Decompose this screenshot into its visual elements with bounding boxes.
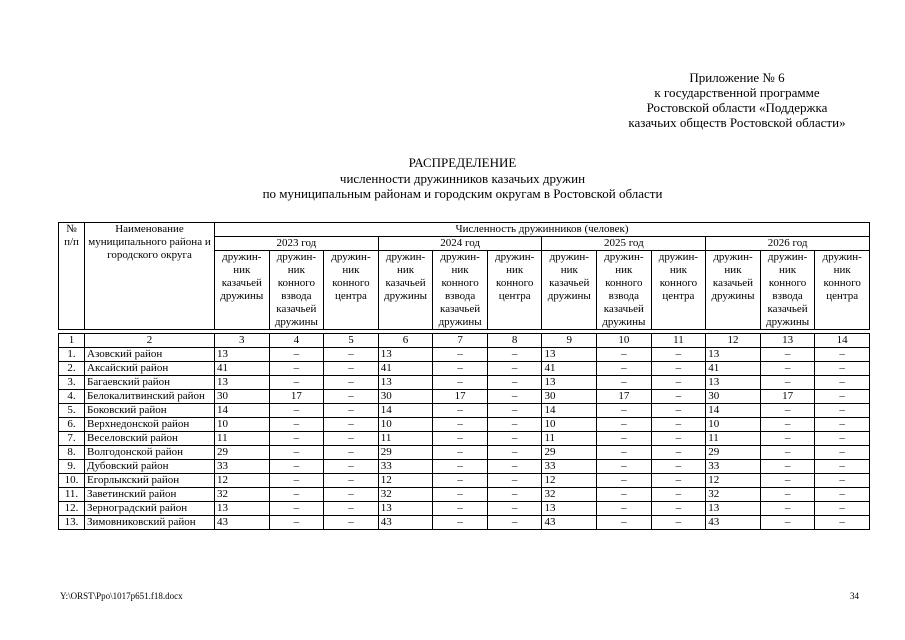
cell-value: 33 — [542, 460, 597, 474]
cell-value: – — [651, 446, 706, 460]
document-title — [60, 155, 865, 202]
column-number: 11 — [651, 334, 706, 348]
title-line: РАСПРЕДЕЛЕНИЕ — [408, 155, 517, 170]
cell-value: – — [597, 488, 652, 502]
cell-value: – — [487, 418, 542, 432]
cell-value: – — [597, 474, 652, 488]
row-number: 1. — [59, 348, 85, 362]
district-name: Азовский район — [85, 348, 215, 362]
row-number: 12. — [59, 502, 85, 516]
cell-value: – — [324, 348, 379, 362]
subcol-header: дружин-ник конного центра — [815, 251, 870, 330]
cell-value: – — [487, 362, 542, 376]
cell-value: – — [760, 516, 815, 530]
cell-value: 13 — [542, 348, 597, 362]
title-line: по муниципальным районам и городским округам в Ростовской области — [262, 186, 663, 201]
cell-value: 29 — [215, 446, 270, 460]
cell-value: – — [324, 404, 379, 418]
cell-value: – — [487, 432, 542, 446]
cell-value: – — [433, 488, 488, 502]
cell-value: – — [269, 488, 324, 502]
row-number: 4. — [59, 390, 85, 404]
appendix-line: Ростовской области «Поддержка — [646, 100, 828, 115]
year-header: 2024 год — [378, 237, 542, 251]
row-number: 11. — [59, 488, 85, 502]
cell-value: 43 — [378, 516, 433, 530]
year-header: 2025 год — [542, 237, 706, 251]
district-name: Веселовский район — [85, 432, 215, 446]
subcol-header: дружин-ник казачьей дружины — [706, 251, 761, 330]
cell-value: 13 — [706, 376, 761, 390]
cell-value: – — [815, 348, 870, 362]
cell-value: 11 — [215, 432, 270, 446]
cell-value: 33 — [378, 460, 433, 474]
cell-value: – — [269, 404, 324, 418]
cell-value: – — [487, 474, 542, 488]
cell-value: – — [597, 460, 652, 474]
cell-value: – — [651, 460, 706, 474]
table-row — [59, 390, 870, 404]
cell-value: – — [433, 474, 488, 488]
page-number: 34 — [850, 591, 859, 601]
cell-value: – — [487, 348, 542, 362]
cell-value: – — [487, 446, 542, 460]
cell-value: – — [760, 404, 815, 418]
cell-value: – — [651, 502, 706, 516]
cell-value: 13 — [215, 502, 270, 516]
cell-value: 13 — [542, 376, 597, 390]
file-path: Y:\ORST\Ppo\1017p651.f18.docx — [60, 591, 183, 601]
appendix-block — [600, 70, 874, 130]
subcol-header: дружин-ник казачьей дружины — [215, 251, 270, 330]
cell-value: – — [815, 474, 870, 488]
cell-value: 30 — [706, 390, 761, 404]
cell-value: 13 — [542, 502, 597, 516]
cell-value: – — [651, 362, 706, 376]
cell-value: – — [760, 348, 815, 362]
cell-value: – — [815, 488, 870, 502]
cell-value: 10 — [378, 418, 433, 432]
cell-value: – — [487, 460, 542, 474]
column-number: 8 — [487, 334, 542, 348]
cell-value: – — [651, 404, 706, 418]
row-number: 3. — [59, 376, 85, 390]
cell-value: – — [651, 474, 706, 488]
table-row — [59, 432, 870, 446]
district-name: Зимовниковский район — [85, 516, 215, 530]
cell-value: 32 — [706, 488, 761, 502]
cell-value: – — [597, 362, 652, 376]
header-name: Наименование муниципального района и городского округа — [85, 223, 215, 330]
cell-value: – — [597, 348, 652, 362]
cell-value: 17 — [597, 390, 652, 404]
cell-value: – — [433, 502, 488, 516]
cell-value: – — [815, 362, 870, 376]
cell-value: – — [760, 418, 815, 432]
cell-value: – — [487, 376, 542, 390]
cell-value: – — [597, 432, 652, 446]
cell-value: 10 — [706, 418, 761, 432]
cell-value: – — [324, 474, 379, 488]
subcol-header: дружин-ник конного центра — [324, 251, 379, 330]
cell-value: – — [269, 502, 324, 516]
cell-value: 10 — [215, 418, 270, 432]
cell-value: – — [433, 418, 488, 432]
cell-value: 43 — [542, 516, 597, 530]
cell-value: 13 — [706, 348, 761, 362]
row-number: 6. — [59, 418, 85, 432]
column-number: 6 — [378, 334, 433, 348]
cell-value: – — [324, 460, 379, 474]
row-number: 2. — [59, 362, 85, 376]
cell-value: 11 — [378, 432, 433, 446]
cell-value: 30 — [542, 390, 597, 404]
table-row — [59, 348, 870, 362]
cell-value: – — [433, 348, 488, 362]
cell-value: – — [760, 446, 815, 460]
cell-value: – — [433, 362, 488, 376]
cell-value: 13 — [706, 502, 761, 516]
column-number: 13 — [760, 334, 815, 348]
column-number: 1 — [59, 334, 85, 348]
table-row — [59, 474, 870, 488]
column-number: 7 — [433, 334, 488, 348]
cell-value: – — [760, 376, 815, 390]
cell-value: 14 — [215, 404, 270, 418]
district-name: Боковский район — [85, 404, 215, 418]
cell-value: – — [324, 516, 379, 530]
row-number: 13. — [59, 516, 85, 530]
subcol-header: дружин-ник конного центра — [487, 251, 542, 330]
cell-value: 32 — [378, 488, 433, 502]
cell-value: – — [651, 390, 706, 404]
table-row — [59, 446, 870, 460]
cell-value: – — [651, 418, 706, 432]
column-number: 2 — [85, 334, 215, 348]
cell-value: 29 — [706, 446, 761, 460]
column-number: 4 — [269, 334, 324, 348]
cell-value: – — [487, 390, 542, 404]
cell-value: – — [269, 348, 324, 362]
cell-value: – — [815, 460, 870, 474]
subcol-header: дружин-ник казачьей дружины — [542, 251, 597, 330]
cell-value: – — [760, 432, 815, 446]
appendix-line: казачьих обществ Ростовской области» — [628, 115, 846, 130]
cell-value: – — [433, 460, 488, 474]
table-row — [59, 418, 870, 432]
cell-value: – — [760, 474, 815, 488]
district-name: Егорлыкский район — [85, 474, 215, 488]
cell-value: – — [433, 446, 488, 460]
cell-value: – — [433, 432, 488, 446]
cell-value: 12 — [706, 474, 761, 488]
cell-value: 30 — [378, 390, 433, 404]
distribution-table — [58, 222, 870, 530]
cell-value: – — [324, 376, 379, 390]
cell-value: – — [597, 446, 652, 460]
header-count: Численность дружинников (человек) — [215, 223, 870, 237]
cell-value: 17 — [269, 390, 324, 404]
cell-value: – — [597, 418, 652, 432]
cell-value: 14 — [378, 404, 433, 418]
column-number: 9 — [542, 334, 597, 348]
cell-value: – — [815, 502, 870, 516]
cell-value: – — [651, 376, 706, 390]
district-name: Верхнедонской район — [85, 418, 215, 432]
subcol-header: дружин-ник казачьей дружины — [378, 251, 433, 330]
cell-value: 29 — [378, 446, 433, 460]
appendix-line: к государственной программе — [654, 85, 820, 100]
column-number: 3 — [215, 334, 270, 348]
cell-value: – — [324, 418, 379, 432]
year-header: 2023 год — [215, 237, 379, 251]
cell-value: 12 — [215, 474, 270, 488]
cell-value: – — [487, 488, 542, 502]
cell-value: 13 — [378, 376, 433, 390]
cell-value: 12 — [542, 474, 597, 488]
subcol-header: дружин-ник конного взвода казачьей дружины — [269, 251, 324, 330]
column-number: 14 — [815, 334, 870, 348]
title-line: численности дружинников казачьих дружин — [339, 170, 586, 186]
cell-value: – — [815, 404, 870, 418]
cell-value: – — [324, 362, 379, 376]
cell-value: 11 — [706, 432, 761, 446]
table-row — [59, 404, 870, 418]
district-name: Заветинский район — [85, 488, 215, 502]
table-row — [59, 516, 870, 530]
row-number: 8. — [59, 446, 85, 460]
cell-value: – — [760, 460, 815, 474]
column-number: 5 — [324, 334, 379, 348]
district-name: Зерноградский район — [85, 502, 215, 516]
cell-value: – — [269, 432, 324, 446]
column-number: 10 — [597, 334, 652, 348]
cell-value: – — [324, 446, 379, 460]
district-name: Волгодонской район — [85, 446, 215, 460]
district-name: Белокалитвинский район — [85, 390, 215, 404]
cell-value: – — [651, 432, 706, 446]
table-row — [59, 502, 870, 516]
cell-value: – — [487, 502, 542, 516]
subcol-header: дружин-ник конного взвода казачьей дружины — [760, 251, 815, 330]
cell-value: – — [269, 362, 324, 376]
cell-value: 32 — [542, 488, 597, 502]
cell-value: – — [597, 376, 652, 390]
cell-value: – — [487, 516, 542, 530]
cell-value: – — [269, 460, 324, 474]
table-row — [59, 460, 870, 474]
cell-value: 13 — [215, 348, 270, 362]
cell-value: 14 — [542, 404, 597, 418]
district-name: Багаевский район — [85, 376, 215, 390]
cell-value: – — [269, 516, 324, 530]
district-name: Аксайский район — [85, 362, 215, 376]
cell-value: 17 — [433, 390, 488, 404]
cell-value: 13 — [378, 502, 433, 516]
cell-value: – — [651, 348, 706, 362]
cell-value: – — [651, 488, 706, 502]
cell-value: – — [597, 404, 652, 418]
cell-value: – — [815, 390, 870, 404]
cell-value: – — [815, 376, 870, 390]
cell-value: – — [651, 516, 706, 530]
cell-value: – — [760, 362, 815, 376]
cell-value: 33 — [706, 460, 761, 474]
header-num: № п/п — [59, 223, 85, 330]
cell-value: 43 — [215, 516, 270, 530]
table-row — [59, 376, 870, 390]
cell-value: – — [815, 418, 870, 432]
cell-value: – — [324, 502, 379, 516]
cell-value: – — [760, 488, 815, 502]
cell-value: – — [815, 516, 870, 530]
cell-value: 29 — [542, 446, 597, 460]
cell-value: 32 — [215, 488, 270, 502]
cell-value: 10 — [542, 418, 597, 432]
subcol-header: дружин-ник конного взвода казачьей дружины — [597, 251, 652, 330]
cell-value: – — [269, 418, 324, 432]
cell-value: – — [597, 502, 652, 516]
subcol-header: дружин-ник конного взвода казачьей дружины — [433, 251, 488, 330]
cell-value: 14 — [706, 404, 761, 418]
column-number: 12 — [706, 334, 761, 348]
cell-value: – — [815, 432, 870, 446]
cell-value: 11 — [542, 432, 597, 446]
cell-value: – — [597, 516, 652, 530]
table-row — [59, 362, 870, 376]
cell-value: 33 — [215, 460, 270, 474]
cell-value: 41 — [706, 362, 761, 376]
cell-value: 41 — [378, 362, 433, 376]
year-header: 2026 год — [706, 237, 870, 251]
subcol-header: дружин-ник конного центра — [651, 251, 706, 330]
cell-value: – — [487, 404, 542, 418]
cell-value: 12 — [378, 474, 433, 488]
row-number: 7. — [59, 432, 85, 446]
cell-value: 30 — [215, 390, 270, 404]
cell-value: – — [269, 474, 324, 488]
cell-value: – — [324, 390, 379, 404]
appendix-line: Приложение № 6 — [689, 70, 785, 85]
cell-value: – — [269, 376, 324, 390]
cell-value: – — [433, 516, 488, 530]
cell-value: 13 — [378, 348, 433, 362]
cell-value: – — [433, 404, 488, 418]
cell-value: – — [324, 432, 379, 446]
row-number: 10. — [59, 474, 85, 488]
table-row — [59, 488, 870, 502]
cell-value: – — [324, 488, 379, 502]
row-number: 9. — [59, 460, 85, 474]
cell-value: 13 — [215, 376, 270, 390]
cell-value: 17 — [760, 390, 815, 404]
row-number: 5. — [59, 404, 85, 418]
cell-value: – — [269, 446, 324, 460]
cell-value: – — [815, 446, 870, 460]
cell-value: 41 — [542, 362, 597, 376]
cell-value: 41 — [215, 362, 270, 376]
district-name: Дубовский район — [85, 460, 215, 474]
cell-value: – — [433, 376, 488, 390]
cell-value: 43 — [706, 516, 761, 530]
cell-value: – — [760, 502, 815, 516]
